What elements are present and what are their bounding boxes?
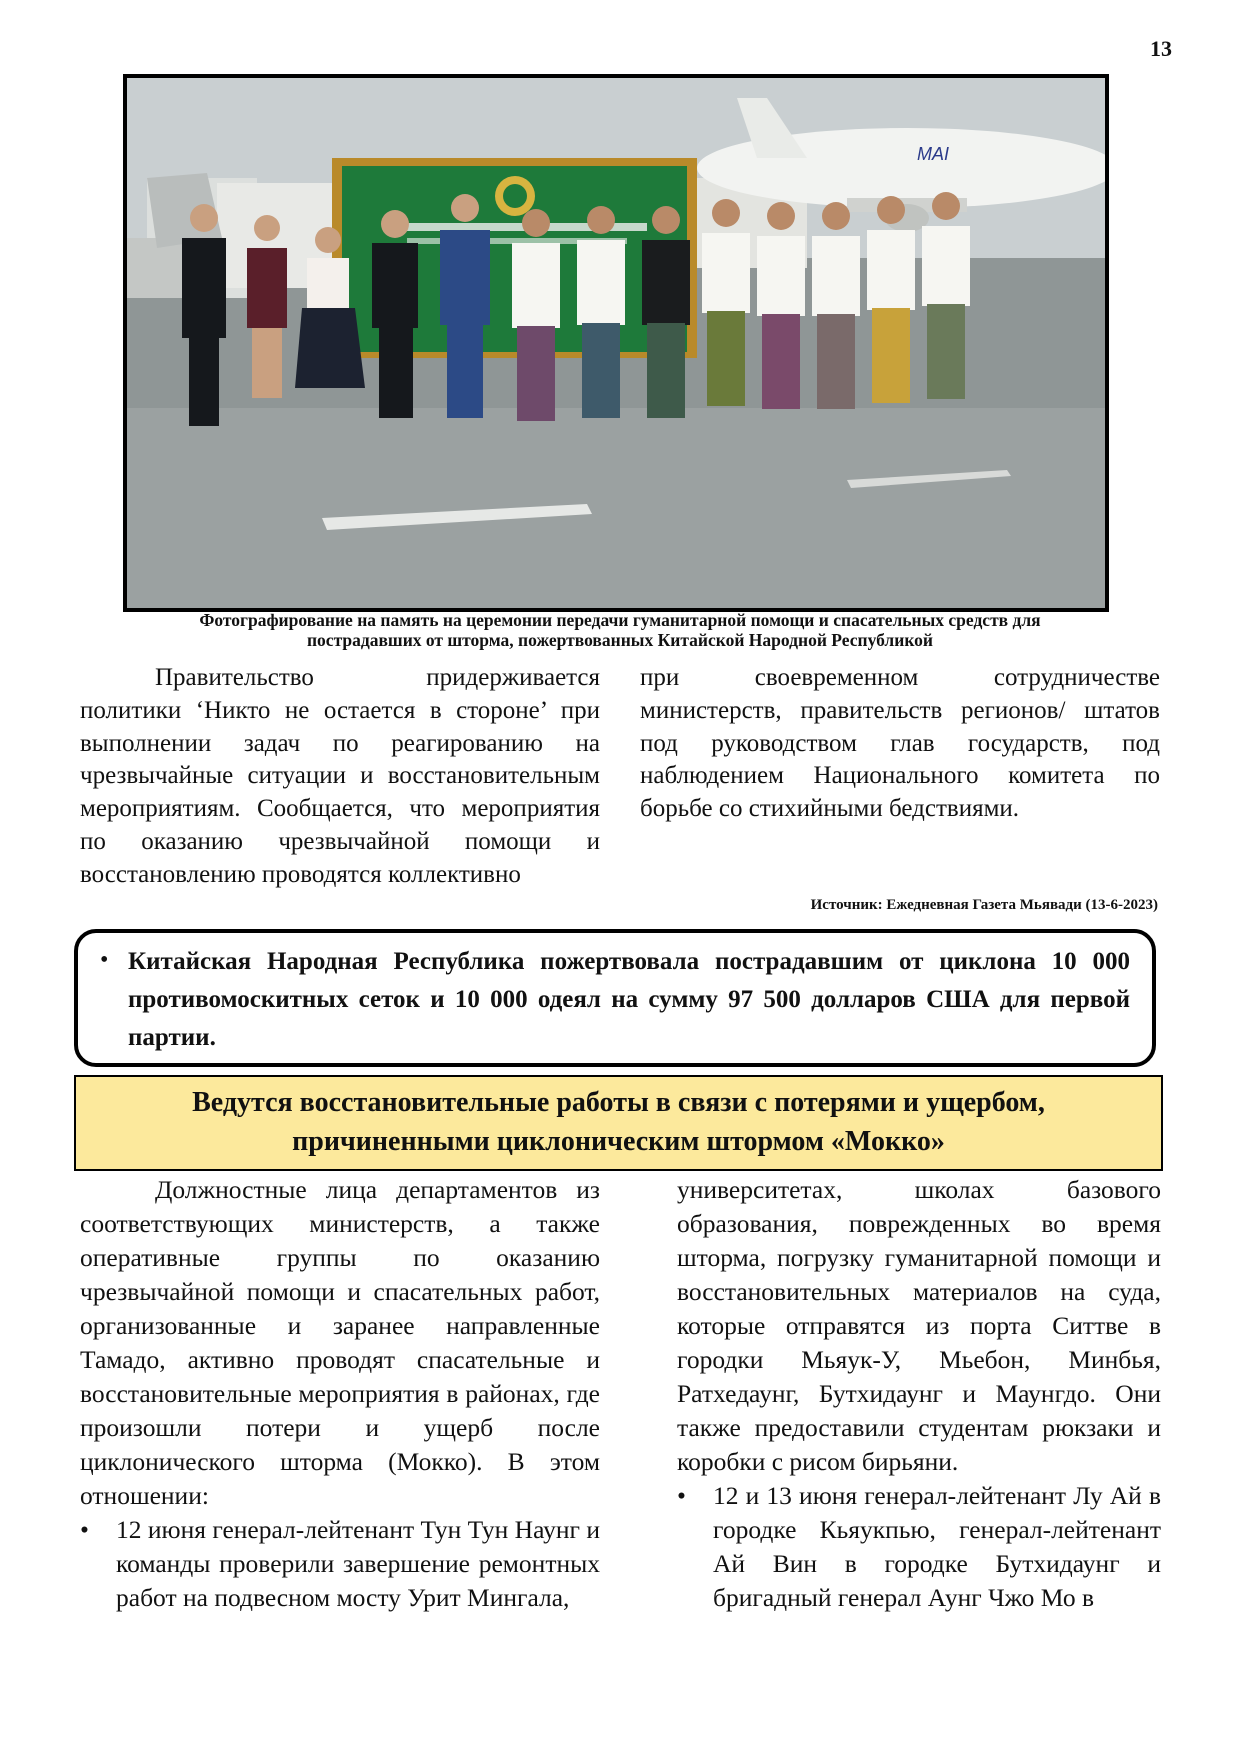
article1-column-1 <box>80 662 600 892</box>
article2-col1-intro: Должностные лица департаментов из соответствующих министерств, а также оперативные группы по оказанию чрезвычайной помощи и спасательных работ, организованные и заранее направленные Тамадо, активно проводят спасательные и восстановительные мероприятия в районах, где произошли потери и ущерб после циклонического шторма (Мокко). В этом отношении: <box>80 1175 600 1510</box>
article1-source: Источник: Ежедневная Газета Мьявади (13-6-2023) <box>810 897 1158 913</box>
ceremony-photo-illustration <box>127 78 1105 608</box>
highlight-box <box>74 929 1156 1067</box>
article2-column-2 <box>677 1173 1161 1615</box>
headline-line-1: Ведутся восстановительные работы в связи с потерями и ущербом, <box>192 1087 1045 1118</box>
caption-line-1: Фотографирование на память на церемонии передачи гуманитарной помощи и спасательных средств для <box>199 610 1041 630</box>
article1-col1-text: Правительство придерживается политики ‘Никто не остается в стороне’ при выполнении задач по реагированию на чрезвычайные ситуации и восстановительным мероприятиям. Сообщается, что мероприятия по оказанию чрезвычайной помощи и восстановлению проводятся коллективно <box>80 664 600 888</box>
caption-line-2: пострадавших от шторма, пожертвованных Китайской Народной Республикой <box>306 630 934 650</box>
article1-column-2 <box>640 662 1160 826</box>
section-headline <box>74 1075 1163 1171</box>
bullet-icon: • <box>80 1515 89 1544</box>
article2-col2-continuation: университетах, школах базового образования, поврежденных во время шторма, погрузку гуманитарной помощи и восстановительных материалов на суда, которые отправятся из порта Ситтве в городки Мьяук-У, Мьебон, Минбья, Ратхедаунг, Бутхидаунг и Маунгдо. Они также предоставили студентам рюкзаки и коробки с рисом бирьяни. <box>677 1175 1161 1476</box>
headline-line-2: причиненными циклоническим штормом «Мокко» <box>292 1126 945 1157</box>
article2-col2-bullet-text: 12 и 13 июня генерал-лейтенант Лу Ай в городке Кьяукпью, генерал-лейтенант Ай Вин в городке Бутхидаунг и бригадный генерал Аунг Чжо Мо в <box>713 1481 1161 1612</box>
list-item <box>80 1513 600 1615</box>
page-number: 13 <box>1150 36 1172 61</box>
list-item <box>677 1479 1161 1615</box>
ceremony-photo <box>123 74 1109 612</box>
article1-col2-text: при своевременном сотрудничестве министерств, правительств регионов/ штатов под руководством глав государств, под наблюдением Национального комитета по борьбе со стихийными бедствиями. <box>640 664 1160 823</box>
article2-col1-bullet-text: 12 июня генерал-лейтенант Тун Тун Наунг и команды проверили завершение ремонтных работ на подвесном мосту Урит Мингала, <box>116 1515 600 1612</box>
bullet-icon: • <box>677 1481 686 1510</box>
highlight-text: Китайская Народная Республика пожертвовала пострадавшим от циклона 10 000 противомоскитных сеток и 10 000 одеял на сумму 97 500 долларов США для первой партии. <box>128 948 1130 1051</box>
bullet-icon: • <box>100 947 109 973</box>
article2-column-1 <box>80 1173 600 1615</box>
svg-text:MAI: MAI <box>917 144 950 164</box>
photo-caption <box>100 610 1140 650</box>
